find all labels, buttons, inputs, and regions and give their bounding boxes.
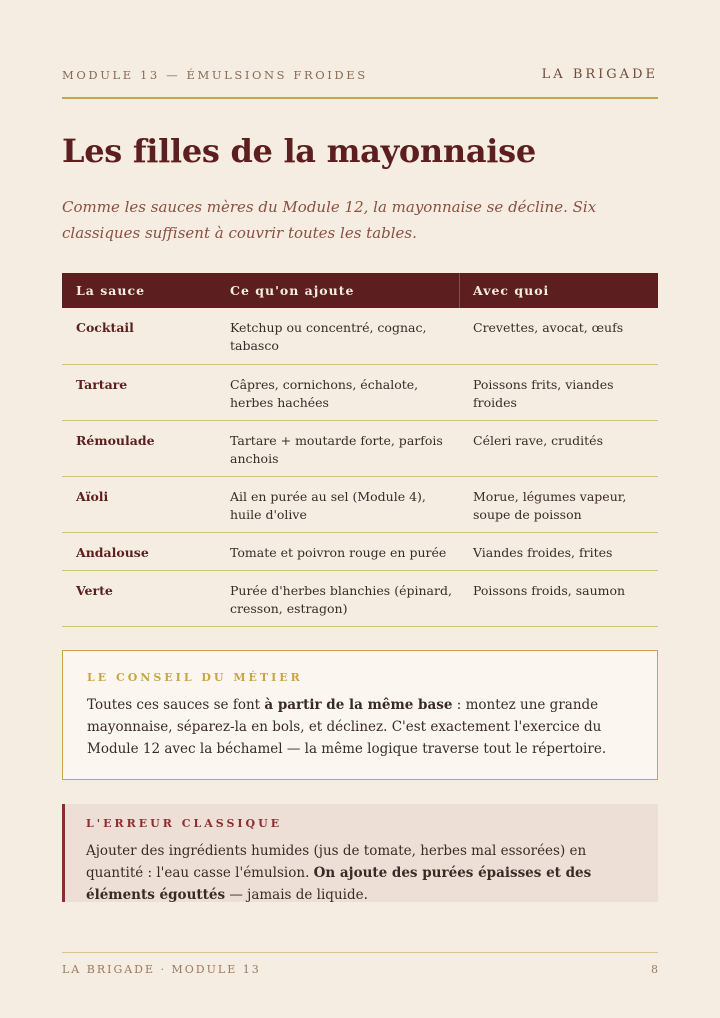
sauce-ingredients: Ail en purée au sel (Module 4), huile d'olive [230, 489, 426, 522]
page [62, 0, 658, 1018]
sauce-pairing: Poissons froids, saumon [473, 583, 626, 598]
sauce-pairing: Morue, légumes vapeur, soupe de poisson [473, 489, 627, 522]
page-title: Les filles de la mayonnaise [62, 132, 536, 170]
table-header-row [62, 273, 658, 308]
sauce-name: Cocktail [76, 320, 134, 335]
sauce-name: Andalouse [76, 545, 149, 560]
sauce-name: Aïoli [76, 489, 109, 504]
sauce-ingredients: Câpres, cornichons, échalote, herbes hachées [230, 377, 419, 410]
footer-divider [62, 952, 658, 953]
warning-label: L'ERREUR CLASSIQUE [86, 817, 283, 830]
page-header [62, 68, 658, 84]
sauce-ingredients: Tomate et poivron rouge en purée [230, 545, 447, 560]
table-row [62, 571, 658, 627]
sauce-name: Rémoulade [76, 433, 155, 448]
table-row [62, 421, 658, 477]
brand-label: LA BRIGADE [541, 67, 658, 82]
sauce-name: Verte [76, 583, 113, 598]
footer-label: LA BRIGADE · MODULE 13 [62, 963, 261, 976]
sauce-ingredients: Ketchup ou concentré, cognac, tabasco [230, 320, 427, 353]
tip-text-end: : montez une grande mayonnaise, séparez-la en bols, et déclinez. C'est exactement l'exercice du Module 12 avec la béchamel — la même logique traverse tout le répertoire. [87, 697, 607, 757]
module-label: MODULE 13 — ÉMULSIONS FROIDES [62, 68, 368, 82]
table-row [62, 308, 658, 365]
header-divider [62, 97, 658, 99]
tip-box [62, 650, 658, 780]
column-divider [459, 273, 460, 308]
column-header-avec: Avec quoi [473, 283, 550, 298]
table-row [62, 365, 658, 421]
table-row [62, 477, 658, 533]
tip-text [87, 694, 639, 760]
warning-text [86, 840, 646, 906]
column-header-ajout: Ce qu'on ajoute [230, 283, 355, 298]
sauce-pairing: Crevettes, avocat, œufs [473, 320, 624, 335]
sauce-ingredients: Purée d'herbes blanchies (épinard, cresson, estragon) [230, 583, 452, 616]
lead-paragraph: Comme les sauces mères du Module 12, la mayonnaise se décline. Six classiques suffisent à couvrir toutes les tables. [62, 198, 597, 242]
table-row [62, 533, 658, 571]
tip-text-start: Toutes ces sauces se font [87, 697, 265, 713]
sauce-pairing: Poissons frits, viandes froides [473, 377, 614, 410]
tip-text-emphasis: à partir de la même base [264, 697, 453, 713]
warning-text-end: — jamais de liquide. [225, 887, 368, 903]
warning-text-start: Ajouter des ingrédients humides (jus de tomate, herbes mal essorées) en quantité : l'eau casse l'émulsion. [86, 843, 587, 881]
tip-label: LE CONSEIL DU MÉTIER [87, 671, 303, 684]
sauces-table [62, 273, 658, 627]
sauce-pairing: Viandes froides, frites [473, 545, 613, 560]
sauce-ingredients: Tartare + moutarde forte, parfois anchois [230, 433, 443, 466]
column-header-sauce: La sauce [76, 283, 146, 298]
warning-box [62, 804, 658, 902]
sauce-name: Tartare [76, 377, 128, 392]
sauce-pairing: Céleri rave, crudités [473, 433, 603, 448]
page-number: 8 [651, 963, 658, 976]
warning-text-emphasis: On ajoute des purées épaisses et des éléments égouttés [86, 865, 592, 903]
